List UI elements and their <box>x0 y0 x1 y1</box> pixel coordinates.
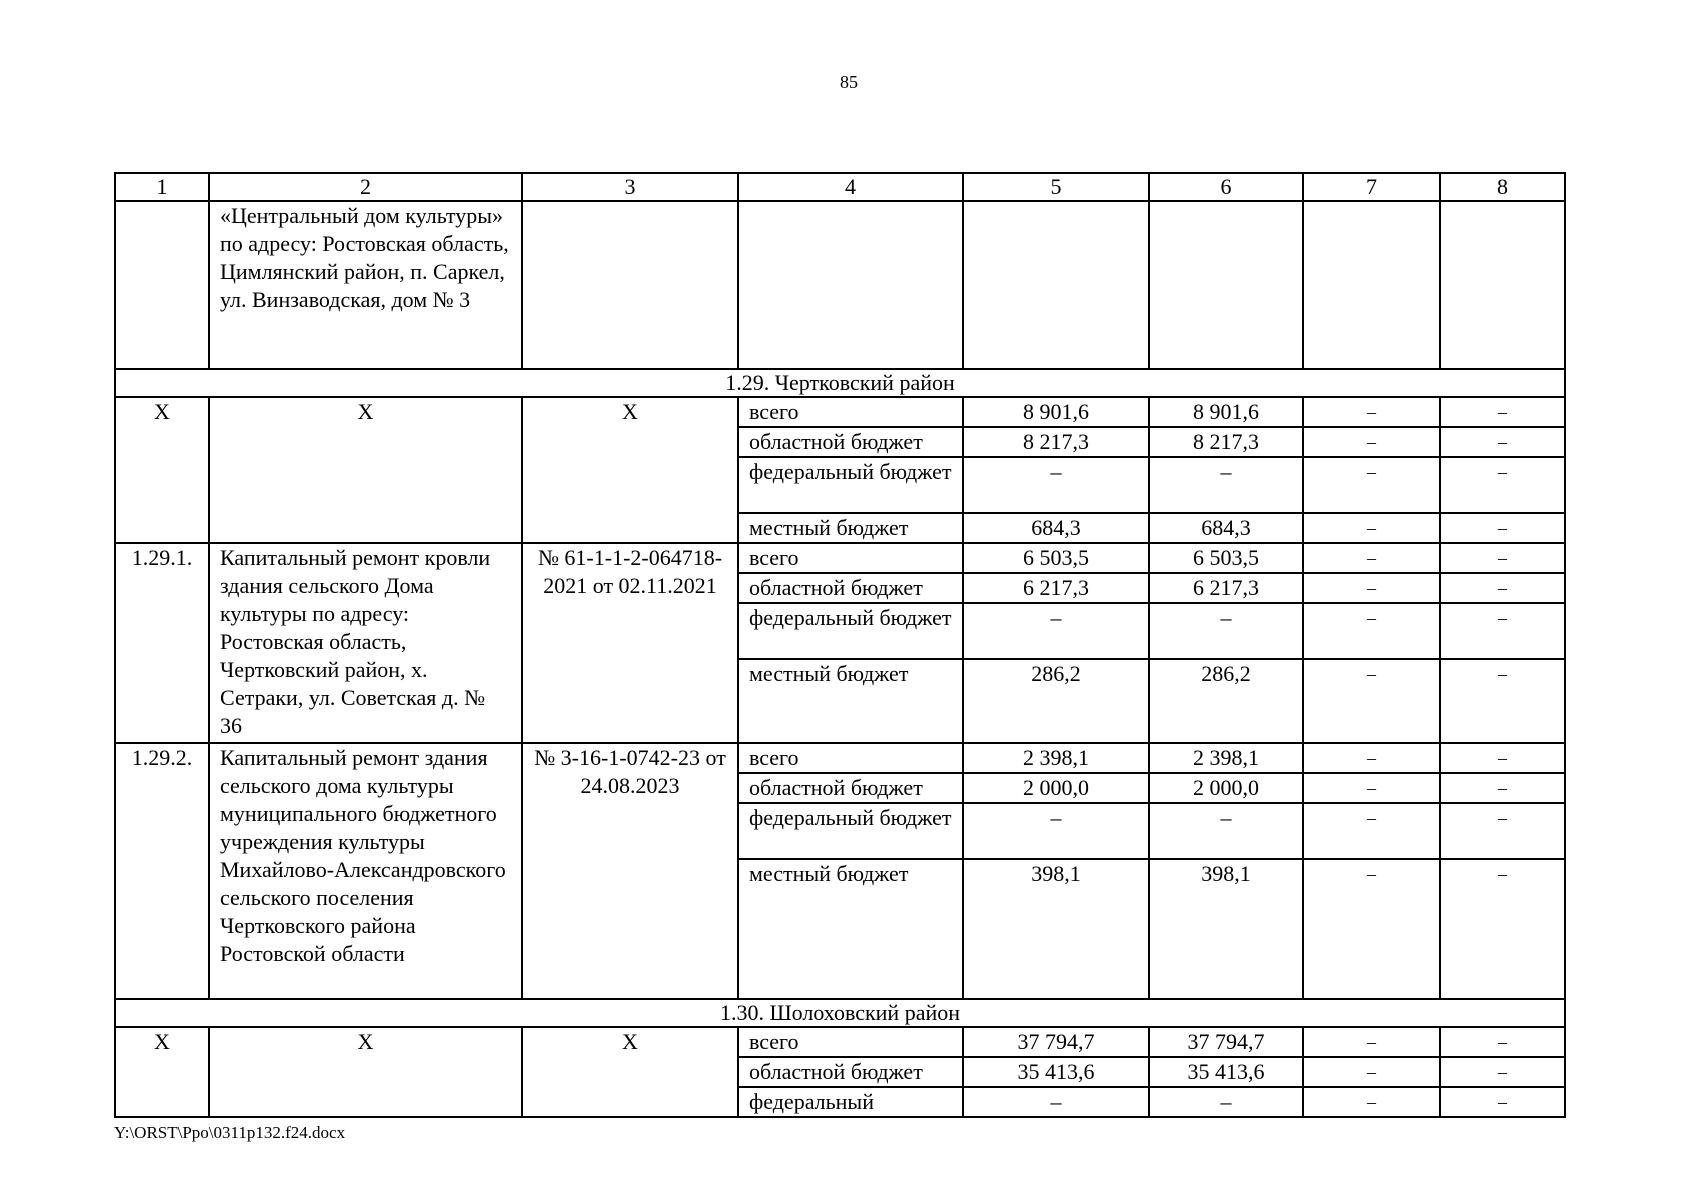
column-header: 1 <box>115 173 209 201</box>
value-col5: 6 503,5 <box>963 543 1149 573</box>
item-description: Х <box>209 1027 522 1117</box>
value-col8: – <box>1440 573 1565 603</box>
funding-source-label: местный бюджет <box>738 513 963 543</box>
value-col7: – <box>1303 743 1440 773</box>
value-col6: 398,1 <box>1149 859 1303 999</box>
value-col8: – <box>1440 859 1565 999</box>
table-row <box>115 543 1565 573</box>
value-col6: 2 000,0 <box>1149 773 1303 803</box>
value-col8: – <box>1440 397 1565 427</box>
value-col6: – <box>1149 457 1303 513</box>
funding-source-label: местный бюджет <box>738 859 963 999</box>
cell-empty <box>522 201 738 369</box>
cell-empty <box>115 201 209 369</box>
value-col8: – <box>1440 1027 1565 1057</box>
column-header: 5 <box>963 173 1149 201</box>
item-number: Х <box>115 397 209 543</box>
item-description: Капитальный ремонт кровли здания сельского Дома культуры по адресу: Ростовская область, Чертковский район, х. Сетраки, ул. Советская д. № 36 <box>209 543 522 743</box>
column-header-row <box>115 173 1565 201</box>
funding-source-label: всего <box>738 743 963 773</box>
value-col8: – <box>1440 427 1565 457</box>
value-col7: – <box>1303 659 1440 743</box>
value-col8: – <box>1440 513 1565 543</box>
item-number: 1.29.1. <box>115 543 209 743</box>
value-col7: – <box>1303 1087 1440 1117</box>
value-col5: – <box>963 1087 1149 1117</box>
value-col6: 684,3 <box>1149 513 1303 543</box>
value-col8: – <box>1440 457 1565 513</box>
value-col5: 398,1 <box>963 859 1149 999</box>
budget-table <box>114 172 1566 1118</box>
funding-source-label: федеральный <box>738 1087 963 1117</box>
section-title: 1.30. Шолоховский район <box>115 999 1565 1027</box>
funding-source-label: всего <box>738 1027 963 1057</box>
cell-empty <box>1303 201 1440 369</box>
value-col7: – <box>1303 427 1440 457</box>
footer-file-path: Y:\ORST\Ppo\0311p132.f24.docx <box>114 1123 346 1142</box>
value-col7: – <box>1303 513 1440 543</box>
section-header-row <box>115 369 1565 397</box>
funding-source-label: областной бюджет <box>738 1057 963 1087</box>
value-col6: 37 794,7 <box>1149 1027 1303 1057</box>
value-col8: – <box>1440 659 1565 743</box>
item-number: 1.29.2. <box>115 743 209 999</box>
value-col7: – <box>1303 803 1440 859</box>
item-document: Х <box>522 1027 738 1117</box>
value-col5: 37 794,7 <box>963 1027 1149 1057</box>
item-description: Х <box>209 397 522 543</box>
value-col7: – <box>1303 457 1440 513</box>
value-col7: – <box>1303 1027 1440 1057</box>
value-col5: 286,2 <box>963 659 1149 743</box>
item-document: № 61-1-1-2-064718-2021 от 02.11.2021 <box>522 543 738 743</box>
value-col5: 684,3 <box>963 513 1149 543</box>
value-col6: 35 413,6 <box>1149 1057 1303 1087</box>
funding-source-label: федеральный бюджет <box>738 603 963 659</box>
funding-source-label: местный бюджет <box>738 659 963 743</box>
funding-source-label: областной бюджет <box>738 573 963 603</box>
cell-empty <box>1440 201 1565 369</box>
value-col8: – <box>1440 543 1565 573</box>
funding-source-label: областной бюджет <box>738 427 963 457</box>
value-col7: – <box>1303 573 1440 603</box>
table-row <box>115 397 1565 427</box>
value-col8: – <box>1440 743 1565 773</box>
funding-source-label: областной бюджет <box>738 773 963 803</box>
table-row <box>115 743 1565 773</box>
continuation-row <box>115 201 1565 369</box>
cell-empty <box>1149 201 1303 369</box>
value-col5: 8 901,6 <box>963 397 1149 427</box>
value-col5: – <box>963 457 1149 513</box>
value-col5: – <box>963 603 1149 659</box>
section-title: 1.29. Чертковский район <box>115 369 1565 397</box>
value-col8: – <box>1440 603 1565 659</box>
continuation-text: «Центральный дом культуры» по адресу: Ростовская область, Цимлянский район, п. Саркел, ул. Винзаводская, дом № 3 <box>209 201 522 369</box>
funding-source-label: федеральный бюджет <box>738 803 963 859</box>
funding-source-label: всего <box>738 543 963 573</box>
value-col7: – <box>1303 603 1440 659</box>
value-col6: – <box>1149 1087 1303 1117</box>
item-document: № 3-16-1-0742-23 от 24.08.2023 <box>522 743 738 999</box>
column-header: 4 <box>738 173 963 201</box>
value-col7: – <box>1303 543 1440 573</box>
value-col6: 8 217,3 <box>1149 427 1303 457</box>
section-header-row <box>115 999 1565 1027</box>
item-document: Х <box>522 397 738 543</box>
value-col7: – <box>1303 859 1440 999</box>
value-col7: – <box>1303 1057 1440 1087</box>
value-col7: – <box>1303 773 1440 803</box>
value-col5: 6 217,3 <box>963 573 1149 603</box>
page-number: 85 <box>840 72 858 92</box>
value-col6: 6 217,3 <box>1149 573 1303 603</box>
value-col6: 2 398,1 <box>1149 743 1303 773</box>
value-col7: – <box>1303 397 1440 427</box>
value-col5: 2 398,1 <box>963 743 1149 773</box>
value-col6: 286,2 <box>1149 659 1303 743</box>
value-col8: – <box>1440 1057 1565 1087</box>
column-header: 8 <box>1440 173 1565 201</box>
cell-empty <box>738 201 963 369</box>
funding-source-label: федеральный бюджет <box>738 457 963 513</box>
item-description: Капитальный ремонт здания сельского дома культуры муниципального бюджетного учреждения культуры Михайлово-Александровского сельского поселения Чертковского района Ростовской области <box>209 743 522 999</box>
value-col5: 2 000,0 <box>963 773 1149 803</box>
value-col6: – <box>1149 603 1303 659</box>
value-col5: – <box>963 803 1149 859</box>
column-header: 2 <box>209 173 522 201</box>
column-header: 6 <box>1149 173 1303 201</box>
value-col8: – <box>1440 803 1565 859</box>
table-row <box>115 1027 1565 1057</box>
value-col6: 8 901,6 <box>1149 397 1303 427</box>
item-number: Х <box>115 1027 209 1117</box>
funding-source-label: всего <box>738 397 963 427</box>
cell-empty <box>963 201 1149 369</box>
value-col6: – <box>1149 803 1303 859</box>
value-col8: – <box>1440 773 1565 803</box>
column-header: 3 <box>522 173 738 201</box>
value-col6: 6 503,5 <box>1149 543 1303 573</box>
value-col5: 8 217,3 <box>963 427 1149 457</box>
value-col8: – <box>1440 1087 1565 1117</box>
value-col5: 35 413,6 <box>963 1057 1149 1087</box>
column-header: 7 <box>1303 173 1440 201</box>
